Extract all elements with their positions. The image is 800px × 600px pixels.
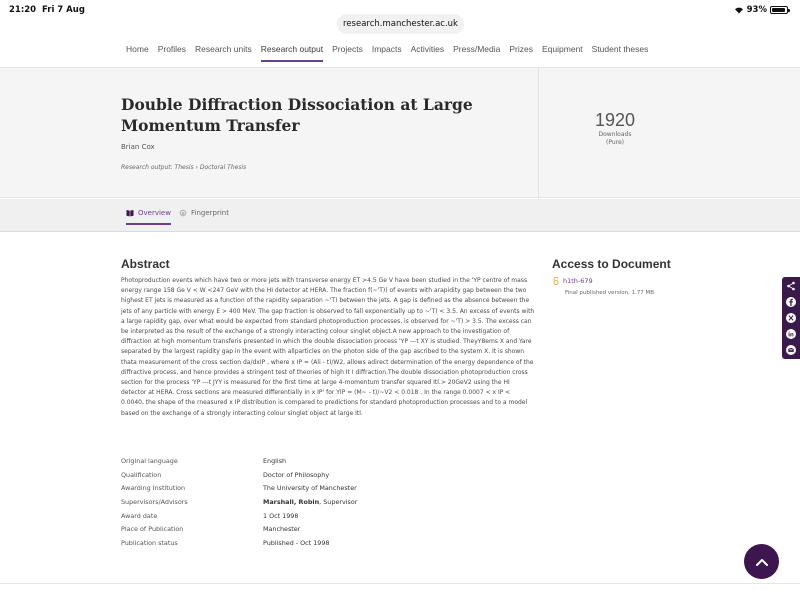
detail-label: Qualification bbox=[121, 470, 162, 479]
research-output-type: Research output: Thesis › Doctoral Thesis bbox=[121, 164, 247, 171]
detail-value: The University of Manchester bbox=[263, 484, 357, 493]
footer-divider bbox=[0, 583, 800, 584]
details-table bbox=[121, 457, 357, 553]
status-indicators bbox=[734, 5, 788, 15]
nav-item-equipment[interactable]: Equipment bbox=[542, 44, 583, 54]
detail-row bbox=[121, 525, 357, 539]
downloads-sublabel: (Pure) bbox=[605, 139, 625, 146]
detail-row bbox=[121, 471, 357, 485]
document-link-label[interactable]: h1th-679 bbox=[563, 277, 593, 285]
detail-value: Doctor of Philosophy bbox=[263, 470, 330, 479]
address-bar[interactable]: research.manchester.ac.uk bbox=[337, 14, 464, 34]
abstract-text: Photoproduction events which have two or more jets with transverse energy ET >4.5 Ge V have been studied in the 'YP centre of mass energy range 158 Ge V < W <247 GeV with the HI detector at HERA. The fraction f(~'T)) of events with arapidity gap between the two highest ET jets is measured as a function of the rapidity separation ~'T) between the jets. A gap is defined as the absence between the jets of any particle with energy E > 400 MeV. The gap fraction is observed to fall exponentially up to ~'T) < 3.5. An excess of events with a large rapidity gap, over what would be expected from standard photoproduction processes, is observed for ~'T) > 3.5. The excess can be interpreted as the result of the exchange of a strongly interacting colour singlet object.A new approach to the investigation of diffraction at high momentum transferis presented in which the double dissociation process 'YP ---t XY is studied. TheyY8ems X and Yare separated by the largest rapidity gap in the event with allparticles on the photon side of the gap ascribed to the system X. It is shown thata measurement of the cross section da/dxIP , where x IP = (Ali - t)/W2, allows adirect determination of the energy dependence of the diffractive process, and hence provides a stringent test of theories of high It I diffraction.The double dissociation photoproduction cross section for the process 'YP ---t JYY is measured for the first time at large 4-momentum transfer squared Itl.> 20GeV2 using the HI detector at HERA. Cross sections are measured differentially in x IP' for YIP = (M~ - t)/~V2 < 0.018 . In the range 0.0007 < x IP < 0.0040, the shape of the rneasured x IP distribution is compared to predictions for standard photoproduction processes and to a model based on the exchange of a strongly interacting colour singlet object at large Itl. bbox=[121, 277, 535, 417]
detail-label: Awarding Institution bbox=[121, 484, 186, 493]
downloads-metric bbox=[570, 110, 660, 147]
battery-icon bbox=[770, 6, 788, 14]
nav-item-impacts[interactable]: Impacts bbox=[371, 44, 402, 54]
nav-item-prizes[interactable]: Prizes bbox=[509, 44, 534, 54]
abstract-heading: Abstract bbox=[121, 257, 170, 271]
scroll-to-top-button[interactable] bbox=[744, 544, 779, 579]
detail-label: Award date bbox=[121, 511, 158, 520]
detail-row bbox=[121, 539, 357, 553]
hero-divider bbox=[538, 68, 539, 199]
tab-fingerprint[interactable] bbox=[179, 209, 229, 223]
tab-fingerprint-label: Fingerprint bbox=[191, 209, 229, 217]
facebook-icon[interactable] bbox=[785, 296, 797, 308]
document-link[interactable] bbox=[553, 277, 593, 285]
detail-label: Original language bbox=[121, 457, 178, 465]
detail-label: Publication status bbox=[121, 539, 178, 548]
detail-value: Published - Oct 1998 bbox=[263, 539, 330, 548]
content-tabs bbox=[0, 199, 800, 232]
x-twitter-icon[interactable] bbox=[785, 312, 797, 324]
linkedin-icon[interactable] bbox=[785, 328, 797, 340]
tab-overview-label: Overview bbox=[138, 209, 171, 217]
battery-percent: 93% bbox=[746, 5, 767, 15]
detail-label: Supervisors/Advisors bbox=[121, 498, 188, 507]
detail-value bbox=[263, 498, 357, 512]
supervisor-role: , Supervisor bbox=[319, 498, 358, 507]
author-link[interactable]: Brian Cox bbox=[121, 143, 155, 151]
nav-item-research-output[interactable]: Research output bbox=[261, 44, 323, 62]
downloads-count: 1920 bbox=[594, 110, 636, 130]
tab-overview[interactable] bbox=[126, 209, 171, 225]
share-icon[interactable] bbox=[785, 280, 797, 292]
downloads-label: Downloads bbox=[598, 131, 632, 138]
chevron-up-icon bbox=[755, 557, 769, 567]
detail-value: 1 Oct 1998 bbox=[263, 511, 299, 520]
page-title: Double Diffraction Dissociation at Large Momentum Transfer bbox=[121, 95, 473, 135]
detail-row bbox=[121, 484, 357, 498]
detail-row bbox=[121, 512, 357, 526]
nav-item-press-media[interactable]: Press/Media bbox=[453, 44, 501, 54]
nav-item-home[interactable]: Home bbox=[126, 44, 149, 54]
email-icon[interactable] bbox=[785, 344, 797, 356]
nav-item-student-theses[interactable]: Student theses bbox=[591, 44, 649, 54]
document-meta: Final published version, 1.77 MB bbox=[565, 290, 655, 296]
detail-label: Place of Publication bbox=[121, 525, 184, 534]
fingerprint-icon bbox=[179, 209, 187, 217]
book-icon bbox=[126, 209, 134, 217]
detail-value: English bbox=[263, 457, 287, 465]
nav-item-profiles[interactable]: Profiles bbox=[157, 44, 187, 54]
nav-item-activities[interactable]: Activities bbox=[410, 44, 445, 54]
detail-row bbox=[121, 457, 357, 471]
detail-row bbox=[121, 498, 357, 512]
publication-header bbox=[0, 67, 800, 198]
access-heading: Access to Document bbox=[552, 257, 671, 271]
main-nav bbox=[126, 44, 657, 62]
clock-date: Fri 7 Aug bbox=[41, 5, 85, 15]
open-access-icon bbox=[553, 277, 559, 285]
supervisor-name-link[interactable]: Marshall, Robin bbox=[263, 498, 320, 507]
wifi-icon bbox=[734, 6, 744, 14]
nav-item-research-units[interactable]: Research units bbox=[195, 44, 252, 54]
status-time bbox=[9, 5, 85, 15]
clock-time: 21:20 bbox=[9, 5, 37, 15]
nav-item-projects[interactable]: Projects bbox=[332, 44, 363, 54]
share-toolbar bbox=[782, 277, 800, 359]
detail-value: Manchester bbox=[263, 525, 301, 534]
